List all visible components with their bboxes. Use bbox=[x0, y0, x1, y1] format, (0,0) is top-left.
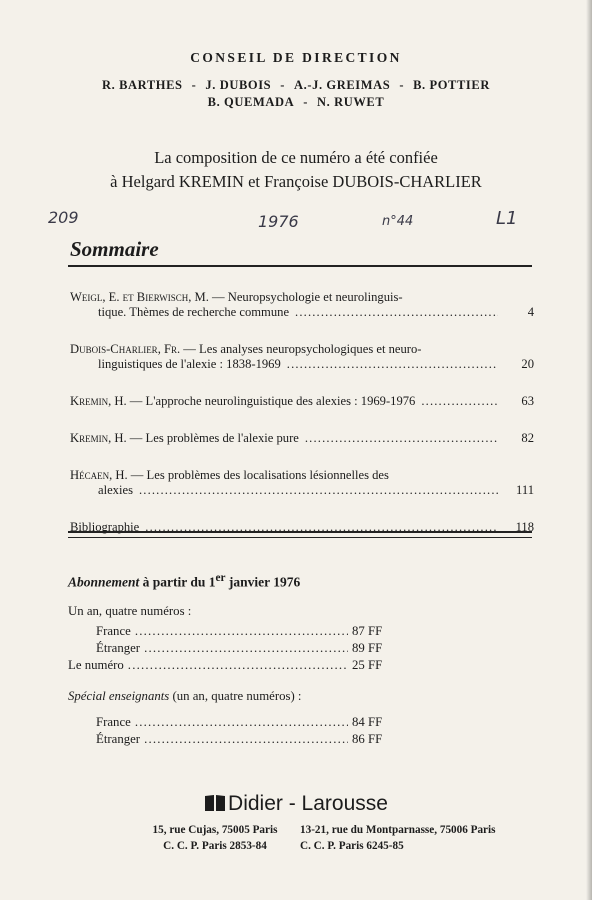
toc-entry bbox=[70, 468, 534, 498]
toc-entry bbox=[70, 431, 534, 446]
price-row-numero bbox=[68, 658, 392, 673]
price-label: Étranger bbox=[96, 732, 141, 746]
toc-title-cont: tique. Thèmes de recherche commune bbox=[98, 305, 290, 319]
members-row-1 bbox=[0, 77, 592, 94]
toc-title: — Les problèmes des localisations lésionnelles des bbox=[127, 468, 389, 482]
sommaire-title: Sommaire bbox=[70, 237, 159, 261]
price-row-etranger bbox=[96, 641, 392, 656]
member-name: B. POTTIER bbox=[413, 78, 490, 92]
toc-author: Dubois-Charlier, Fr. bbox=[70, 342, 181, 356]
member-name: J. DUBOIS bbox=[205, 78, 272, 92]
composition-line-2: à Helgard KREMIN et Françoise DUBOIS-CHARLIER bbox=[110, 172, 482, 191]
price-row-france bbox=[96, 624, 392, 639]
member-name: A.-J. GREIMAS bbox=[294, 78, 391, 92]
price-value: 89 FF bbox=[352, 641, 383, 655]
toc-author: Kremin, H. bbox=[70, 431, 127, 445]
sommaire-rule bbox=[68, 265, 532, 267]
toc-title: — Neuropsychologie et neurolinguis- bbox=[208, 290, 403, 304]
member-separator: - bbox=[280, 78, 285, 92]
handwritten-note-4: L1 bbox=[496, 208, 518, 229]
member-separator: - bbox=[303, 95, 308, 109]
toc-author: Weigl, E. et Bierwisch, M. bbox=[70, 290, 209, 304]
member-separator: - bbox=[399, 78, 405, 92]
subscription-group-label: Un an, quatre numéros : bbox=[68, 604, 192, 618]
toc-page: 111 bbox=[516, 483, 534, 497]
publisher-name: Didier - Larousse bbox=[228, 792, 388, 815]
price-row-special-etranger bbox=[96, 732, 392, 747]
price-label: France bbox=[96, 624, 131, 638]
member-name: N. RUWET bbox=[317, 95, 385, 109]
section-divider bbox=[68, 531, 532, 538]
toc-author: Hécaen, H. bbox=[70, 468, 128, 482]
price-label: France bbox=[96, 715, 131, 729]
toc-page: 118 bbox=[515, 520, 534, 534]
toc-title: — Les analyses neuropsychologiques et neuro- bbox=[180, 342, 422, 356]
toc-title: — L'approche neurolinguistique des alexies : 1969-1976 bbox=[126, 394, 416, 408]
composition-note bbox=[0, 146, 592, 194]
price-label: Étranger bbox=[96, 641, 141, 655]
members-row-2 bbox=[0, 94, 592, 111]
price-value: 87 FF bbox=[352, 624, 383, 638]
abonnement-title: Abonnement à partir du 1er janvier 1976 bbox=[68, 572, 301, 590]
publisher-address-2: 13-21, rue du Montparnasse, 75006 Paris C. C. P. Paris 6245-85 bbox=[300, 824, 496, 852]
council-title: CONSEIL DE DIRECTION bbox=[190, 50, 402, 65]
table-of-contents bbox=[70, 290, 534, 557]
price-value: 25 FF bbox=[352, 658, 383, 672]
price-value: 86 FF bbox=[352, 732, 383, 746]
toc-page: 20 bbox=[521, 357, 534, 371]
publisher-address-1: 15, rue Cujas, 75005 Paris C. C. P. Paris 2853-84 bbox=[152, 824, 278, 852]
toc-entry bbox=[70, 290, 534, 320]
price-label: Le numéro bbox=[68, 658, 124, 672]
member-name: R. BARTHES bbox=[102, 78, 183, 92]
toc-page: 63 bbox=[521, 394, 534, 408]
council-members bbox=[0, 77, 592, 111]
book-icon bbox=[204, 794, 226, 812]
toc-page: 4 bbox=[527, 305, 534, 319]
toc-page: 82 bbox=[521, 431, 534, 445]
toc-entry bbox=[70, 342, 534, 372]
composition-line-1: La composition de ce numéro a été confiée bbox=[154, 148, 438, 167]
member-name: B. QUEMADA bbox=[207, 95, 295, 109]
toc-entry bbox=[70, 394, 534, 409]
toc-title: Bibliographie bbox=[70, 520, 140, 534]
toc-title-cont: linguistiques de l'alexie : 1838-1969 bbox=[98, 357, 281, 371]
price-row-special-france bbox=[96, 715, 392, 730]
member-separator: - bbox=[191, 78, 197, 92]
toc-author: Kremin, H. bbox=[70, 394, 127, 408]
special-subscription-label: Spécial enseignants (un an, quatre numéros) : bbox=[68, 689, 302, 703]
handwritten-note-2: 1976 bbox=[258, 212, 299, 231]
publisher-logo bbox=[0, 792, 592, 816]
price-value: 84 FF bbox=[352, 715, 383, 729]
handwritten-note-1: 209 bbox=[48, 208, 79, 227]
toc-title-cont: alexies bbox=[98, 483, 133, 497]
toc-title: — Les problèmes de l'alexie pure bbox=[126, 431, 299, 445]
handwritten-note-3: n°44 bbox=[382, 214, 414, 229]
